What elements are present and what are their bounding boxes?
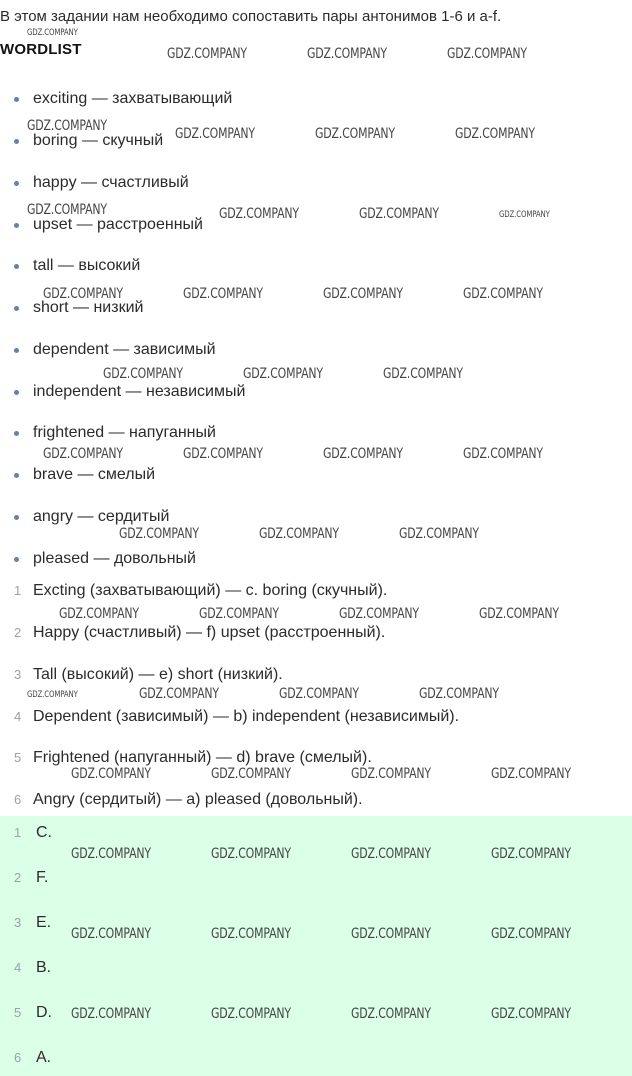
watermark-text: GDZ.COMPANY (315, 126, 395, 142)
pair-text: Angry (сердитый) — a) pleased (довольный). (33, 791, 363, 808)
watermark-text: GDZ.COMPANY (219, 206, 299, 222)
item-number: 5 (14, 1005, 22, 1020)
item-number: 4 (14, 709, 22, 724)
watermark-text: GDZ.COMPANY (43, 446, 123, 462)
word-pair: short — низкий (33, 299, 144, 316)
watermark-text: GDZ.COMPANY (43, 286, 123, 302)
bullet-icon (14, 390, 19, 395)
watermark-text: GDZ.COMPANY (59, 606, 139, 622)
bullet-icon (14, 223, 19, 228)
watermark-text: GDZ.COMPANY (463, 446, 543, 462)
watermark-text: GDZ.COMPANY (383, 366, 463, 382)
bullet-icon (14, 139, 19, 144)
watermark-text: GDZ.COMPANY (419, 686, 499, 702)
watermark-text: GDZ.COMPANY (351, 1006, 431, 1022)
word-pair: happy — счастливый (33, 174, 189, 191)
word-pair: pleased — довольный (33, 550, 196, 567)
watermark-text: GDZ.COMPANY (307, 46, 387, 62)
item-number: 2 (14, 625, 22, 640)
watermark-text: GDZ.COMPANY (491, 846, 571, 862)
bullet-icon (14, 557, 19, 562)
bullet-icon (14, 181, 19, 186)
watermark-text: GDZ.COMPANY (211, 926, 291, 942)
watermark-text: GDZ.COMPANY (103, 366, 183, 382)
answer-letter: A. (36, 1049, 52, 1066)
watermark-text: GDZ.COMPANY (491, 926, 571, 942)
word-pair: boring — скучный (33, 132, 164, 149)
watermark-text: GDZ.COMPANY (211, 1006, 291, 1022)
watermark-text: GDZ.COMPANY (447, 46, 527, 62)
wordlist-heading: WORDLIST (0, 41, 82, 58)
answer-letter: D. (36, 1004, 52, 1021)
watermark-text: GDZ.COMPANY (27, 690, 78, 700)
word-pair: exciting — захватывающий (33, 90, 233, 107)
watermark-text: GDZ.COMPANY (167, 46, 247, 62)
watermark-text: GDZ.COMPANY (351, 766, 431, 782)
watermark-text: GDZ.COMPANY (71, 766, 151, 782)
watermark-text: GDZ.COMPANY (139, 686, 219, 702)
answer-letter: C. (36, 824, 52, 841)
word-pair: independent — независимый (33, 383, 246, 400)
watermark-text: GDZ.COMPANY (71, 846, 151, 862)
item-number: 1 (14, 825, 22, 840)
watermark-text: GDZ.COMPANY (27, 202, 107, 218)
intro-text: В этом задании нам необходимо сопоставить пары антонимов 1-6 и a-f. (0, 8, 502, 25)
word-pair: dependent — зависимый (33, 341, 216, 358)
watermark-text: GDZ.COMPANY (455, 126, 535, 142)
pair-text: Frightened (напуганный) — d) brave (смелый). (33, 749, 372, 766)
watermark-text: GDZ.COMPANY (27, 118, 107, 134)
item-number: 5 (14, 750, 22, 765)
bullet-icon (14, 306, 19, 311)
watermark-text: GDZ.COMPANY (279, 686, 359, 702)
watermark-text: GDZ.COMPANY (463, 286, 543, 302)
item-number: 6 (14, 1050, 22, 1065)
watermark-text: GDZ.COMPANY (175, 126, 255, 142)
pair-text: Excting (захватывающий) — c. boring (скучный). (33, 582, 388, 599)
item-number: 3 (14, 915, 22, 930)
watermark-text: GDZ.COMPANY (259, 526, 339, 542)
word-pair: frightened — напуганный (33, 424, 216, 441)
bullet-icon (14, 431, 19, 436)
word-pair: brave — смелый (33, 466, 156, 483)
bullet-icon (14, 264, 19, 269)
bullet-icon (14, 97, 19, 102)
watermark-text: GDZ.COMPANY (323, 286, 403, 302)
bullet-icon (14, 348, 19, 353)
watermark-text: GDZ.COMPANY (243, 366, 323, 382)
pair-text: Tall (высокий) — e) short (низкий). (33, 666, 283, 683)
item-number: 1 (14, 583, 22, 598)
answer-letter: B. (36, 959, 52, 976)
watermark-text: GDZ.COMPANY (199, 606, 279, 622)
word-pair: angry — сердитый (33, 508, 170, 525)
answer-block (0, 816, 632, 1076)
watermark-text: GDZ.COMPANY (351, 926, 431, 942)
word-pair: tall — высокий (33, 257, 141, 274)
watermark-text: GDZ.COMPANY (479, 606, 559, 622)
item-number: 6 (14, 792, 22, 807)
item-number: 4 (14, 960, 22, 975)
pair-text: Dependent (зависимый) — b) independent (независимый). (33, 708, 460, 725)
watermark-text: GDZ.COMPANY (399, 526, 479, 542)
item-number: 3 (14, 667, 22, 682)
watermark-text: GDZ.COMPANY (359, 206, 439, 222)
bullet-icon (14, 515, 19, 520)
watermark-text: GDZ.COMPANY (71, 1006, 151, 1022)
watermark-text: GDZ.COMPANY (183, 286, 263, 302)
answer-letter: F. (36, 869, 49, 886)
watermark-text: GDZ.COMPANY (323, 446, 403, 462)
pair-text: Happy (счастливый) — f) upset (расстроенный). (33, 624, 386, 641)
watermark-text: GDZ.COMPANY (491, 766, 571, 782)
item-number: 2 (14, 870, 22, 885)
watermark-text: GDZ.COMPANY (119, 526, 199, 542)
word-pair: upset — расстроенный (33, 216, 203, 233)
watermark-text: GDZ.COMPANY (71, 926, 151, 942)
watermark-text: GDZ.COMPANY (351, 846, 431, 862)
watermark-text: GDZ.COMPANY (491, 1006, 571, 1022)
watermark-text: GDZ.COMPANY (183, 446, 263, 462)
watermark-text: GDZ.COMPANY (27, 28, 78, 38)
watermark-text: GDZ.COMPANY (211, 766, 291, 782)
answer-letter: E. (36, 914, 52, 931)
watermark-text: GDZ.COMPANY (339, 606, 419, 622)
bullet-icon (14, 473, 19, 478)
watermark-text: GDZ.COMPANY (499, 210, 550, 220)
watermark-text: GDZ.COMPANY (211, 846, 291, 862)
